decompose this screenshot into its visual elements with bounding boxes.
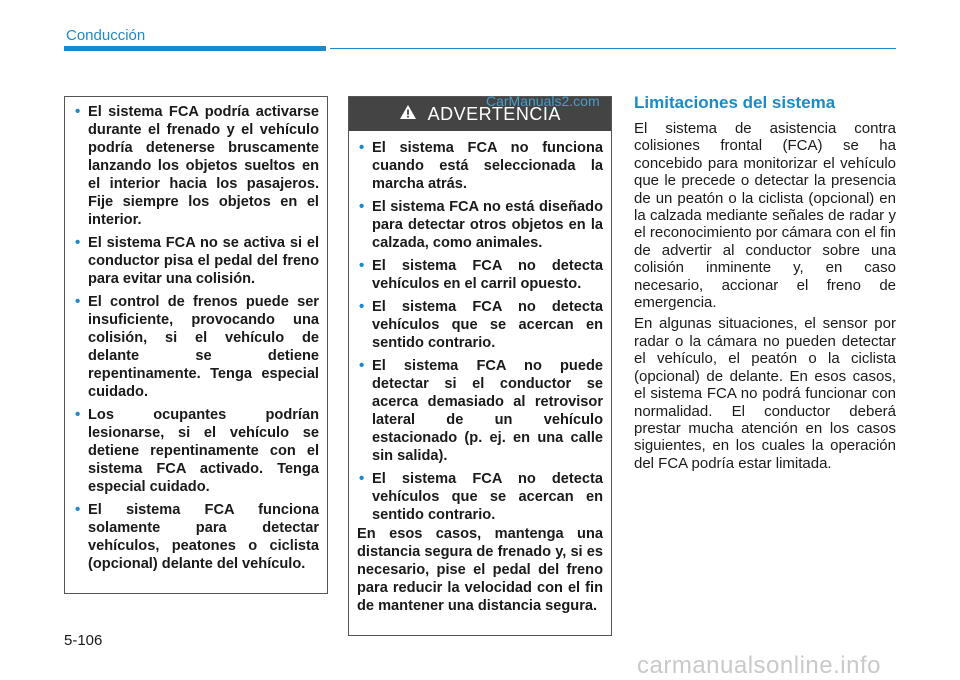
list-item: • El sistema FCA no funciona cuando está seleccionada la marcha atrás. xyxy=(349,139,603,193)
caution-box xyxy=(64,96,328,594)
warning-title: ADVERTENCIA xyxy=(427,104,561,124)
limits-body xyxy=(634,120,896,476)
list-item: • El control de frenos puede ser insuficiente, provocando una colisión, si el vehículo de delante se detiene repentinamente. Tenga especial cuidado. xyxy=(65,293,319,401)
warning-triangle-icon xyxy=(399,104,417,125)
list-item: • El sistema FCA podría activarse durante el frenado y el vehículo podría detenerse bruscamente lanzando los objetos sueltos en el interior hacia los pasajeros. Fije siempre los objetos en el interior. xyxy=(65,103,319,229)
caution-list xyxy=(65,103,319,578)
section-title: Conducción xyxy=(66,27,146,44)
list-item: • Los ocupantes podrían lesionarse, si el vehículo se detiene repentinamente con el sistema FCA activado. Tenga especial cuidado. xyxy=(65,406,319,496)
list-item: • El sistema FCA no está diseñado para detectar otros objetos en la calzada, como animales. xyxy=(349,198,603,252)
list-item: • El sistema FCA funciona solamente para detectar vehículos, peatones o ciclista (opcional) delante del vehículo. xyxy=(65,501,319,573)
list-item: • El sistema FCA no detecta vehículos que se acercan en sentido contrario. xyxy=(349,298,603,352)
watermark: CarManuals2.com xyxy=(486,93,600,109)
list-item: • El sistema FCA no detecta vehículos en el carril opuesto. xyxy=(349,257,603,293)
page-number: 5-106 xyxy=(64,632,103,649)
footer-site-watermark: carmanualsonline.info xyxy=(637,652,881,679)
header-rule-thick xyxy=(64,46,326,51)
limits-paragraph: En algunas situaciones, el sensor por radar o la cámara no pueden detectar el vehículo, el peatón o la ciclista (opcional) de delante. En esos casos, el sistema FCA no podrá funcionar con normalidad. El conductor deberá prestar mucha atención en los casos siguientes, en los cuales la operación del FCA podría estar limitada. xyxy=(634,315,896,472)
warning-list xyxy=(349,139,603,529)
limits-title: Limitaciones del sistema xyxy=(634,93,836,112)
list-item: • El sistema FCA no detecta vehículos que se acercan en sentido contrario. xyxy=(349,470,603,524)
warning-box xyxy=(348,96,612,636)
warning-note: En esos casos, mantenga una distancia segura de frenado y, si es necesario, pise el pedal del freno para reducir la velocidad con el fin de mantener una distancia segura. xyxy=(357,526,603,614)
list-item: • El sistema FCA no se activa si el conductor pisa el pedal del freno para evitar una colisión. xyxy=(65,234,319,288)
header-rule-thin xyxy=(330,48,896,49)
limits-paragraph: El sistema de asistencia contra colisiones frontal (FCA) se ha concebido para monitorizar el vehículo que le precede o detectar la presencia de un peatón o la ciclista (opcional) en la calzada mediante señales de radar y el reconocimiento por cámara con el fin de advertir al conductor sobre una colisión inminente y, en caso necesario, accionar el freno de emergencia. xyxy=(634,120,896,312)
list-item: • El sistema FCA no puede detectar si el conductor se acerca demasiado al retrovisor lateral de un vehículo estacionado (p. ej. en una calle sin salida). xyxy=(349,357,603,465)
